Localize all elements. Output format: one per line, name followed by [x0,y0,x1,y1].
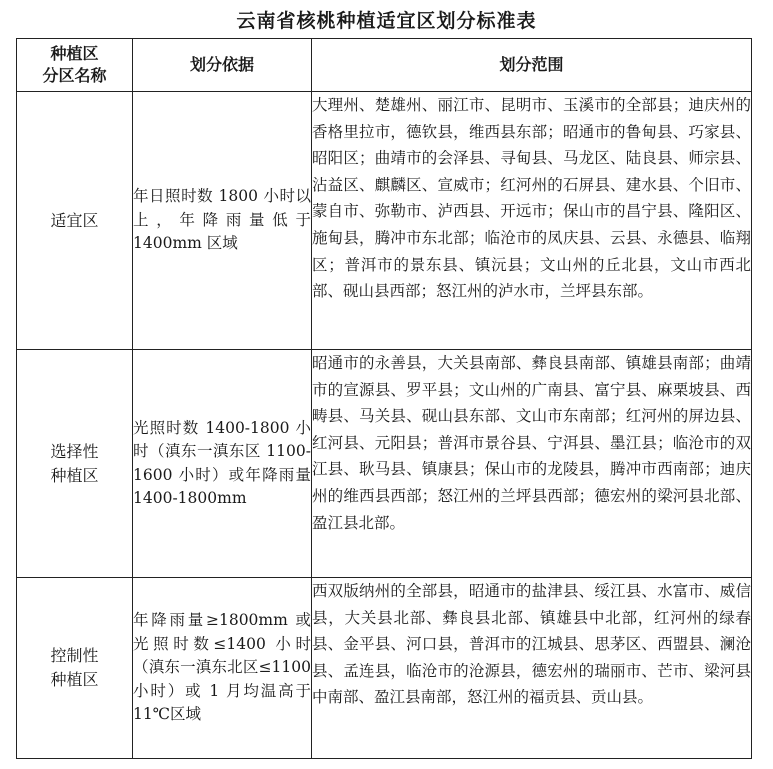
range-cell: 昭通市的永善县，大关县南部、彝良县南部、镇雄县南部；曲靖市的宣源县、罗平县；文山州的广南县、富宁县、麻栗坡县、西畴县、马关县、砚山县东部、文山市东南部；红河州的屏边县、红河县、元阳县；普洱市景谷县、宁洱县、墨江县；临沧市的双江县、耿马县、镇康县；保山市的龙陵县，腾冲市西南部；迪庆州的维西县西部；怒江州的兰坪县西部；德宏州的梁河县北部、盈江县北部。 [312,350,752,578]
table-header-row [17,39,752,92]
range-cell: 西双版纳州的全部县，昭通市的盐津县、绥江县、水富市、威信县，大关县北部、彝良县北部、镇雄县中北部，红河州的绿春县、金平县、河口县，普洱市的江城县、思茅区、西盟县、澜沧县、孟连县，临沧市的沧源县，德宏州的瑞丽市、芒市、梁河县中南部、盈江县南部，怒江州的福贡县、贡山县。 [312,578,752,759]
zone-name-line1: 选择性 [50,441,99,461]
basis-cell: 光照时数 1400-1800 小时（滇东一滇东区 1100-1600 小时）或年降雨量 1400-1800mm [133,350,312,578]
zone-name-cell [17,92,133,350]
header-zone-name-line1: 种植区 [50,44,99,63]
basis-cell: 年日照时数 1800 小时以上，年降雨量低于 1400mm 区域 [133,92,312,350]
page-title: 云南省核桃种植适宜区划分标准表 [236,10,537,32]
table-row-suitable [17,92,752,350]
table-row-controlled [17,578,752,759]
zone-name-cell [17,578,133,759]
header-basis: 划分依据 [133,39,312,92]
range-cell: 大理州、楚雄州、丽江市、昆明市、玉溪市的全部县；迪庆州的香格里拉市，德钦县，维西县东部；昭通市的鲁甸县、巧家县、昭阳区；曲靖市的会泽县、寻甸县、马龙区、陆良县、师宗县、沾益区、麒麟区、宣威市；红河州的石屏县、建水县、个旧市、蒙自市、弥勒市、泸西县、开远市；保山市的昌宁县、隆阳区、施甸县，腾冲市东北部；临沧市的凤庆县、云县、永德县、临翔区；普洱市的景东县、镇沅县；文山州的丘北县，文山市西北部、砚山县西部；怒江州的泸水市，兰坪县东部。 [312,92,752,350]
basis-cell: 年降雨量≥1800mm 或光照时数≤1400 小时（滇东一滇东北区≤1100 小时）或 1 月均温高于 11℃区域 [133,578,312,759]
zone-name-line2: 种植区 [50,465,99,485]
standards-table [16,38,752,759]
table-row-selective [17,350,752,578]
zone-name-line2: 种植区 [50,670,99,689]
zone-name-cell [17,350,133,578]
zone-name-line1: 控制性 [50,646,99,665]
header-zone-name [17,39,133,92]
header-range: 划分范围 [312,39,752,92]
zone-name-line1: 适宜区 [50,210,99,230]
header-zone-name-line2: 分区名称 [42,66,107,85]
